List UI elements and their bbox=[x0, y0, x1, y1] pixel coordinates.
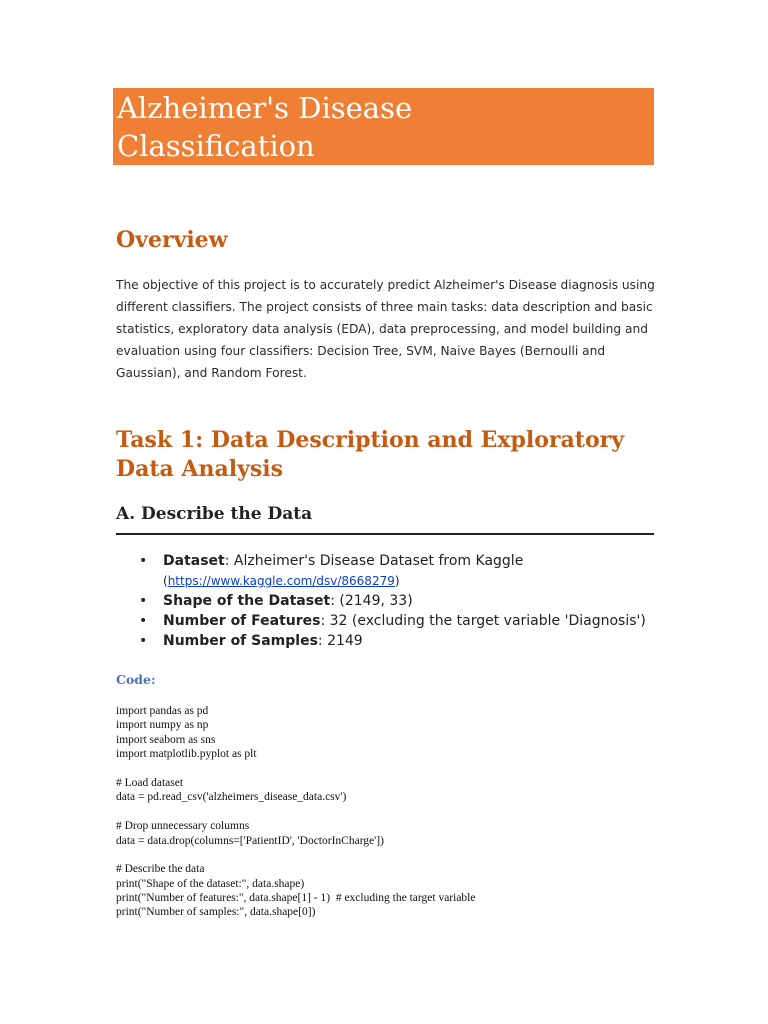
section-divider bbox=[116, 533, 654, 535]
task1-heading: Task 1: Data Description and Exploratory Data Analysis bbox=[116, 427, 624, 482]
code-line: print("Number of samples:", data.shape[0]) bbox=[116, 906, 316, 919]
code-line: print("Number of features:", data.shape[1] - 1) # excluding the target variable bbox=[116, 892, 476, 905]
list-item-shape bbox=[116, 591, 656, 611]
title-line-2: Classification bbox=[117, 129, 315, 163]
code-line: import matplotlib.pyplot as plt bbox=[116, 748, 257, 761]
list-item-dataset bbox=[116, 551, 656, 591]
fact-label: Number of Samples bbox=[163, 633, 318, 649]
code-line: data = pd.read_csv('alzheimers_disease_data.csv') bbox=[116, 791, 347, 804]
overview-paragraph: The objective of this project is to accurately predict Alzheimer's Disease diagnosis using different classifiers. The project consists of three main tasks: data description and basic statistics, exploratory data analysis (EDA), data preprocessing, and model building and evaluation using four classifiers: Decision Tree, SVM, Naive Bayes (Bernoulli and Gaussian), and Random Forest. bbox=[116, 278, 655, 380]
code-line: # Describe the data bbox=[116, 863, 205, 876]
code-line: import pandas as pd bbox=[116, 705, 209, 717]
bullet-icon: • bbox=[139, 593, 148, 609]
dataset-facts-list bbox=[116, 551, 656, 651]
dataset-link-line bbox=[163, 571, 656, 591]
fact-label: Shape of the Dataset bbox=[163, 593, 331, 609]
fact-label: Number of Features bbox=[163, 613, 321, 629]
fact-value: : (2149, 33) bbox=[330, 593, 413, 609]
code-line bbox=[116, 848, 676, 862]
describe-data-heading: A. Describe the Data bbox=[116, 504, 313, 524]
code-line bbox=[116, 805, 676, 819]
fact-value: : 32 (excluding the target variable 'Diagnosis') bbox=[320, 613, 646, 629]
link-close-paren: ) bbox=[394, 574, 400, 588]
list-item-features bbox=[116, 611, 656, 631]
kaggle-dataset-link[interactable]: https://www.kaggle.com/dsv/8668279 bbox=[167, 574, 395, 588]
code-line: # Load dataset bbox=[116, 776, 184, 789]
code-block bbox=[116, 704, 676, 920]
fact-value: : Alzheimer's Disease Dataset from Kaggle bbox=[224, 553, 524, 569]
fact-label: Dataset bbox=[163, 553, 225, 569]
code-line: data = data.drop(columns=['PatientID', 'DoctorInCharge']) bbox=[116, 834, 384, 847]
title-banner bbox=[113, 88, 654, 165]
code-line: # Drop unnecessary columns bbox=[116, 820, 250, 833]
code-line: import numpy as np bbox=[116, 719, 209, 732]
code-line bbox=[116, 762, 676, 776]
bullet-icon: • bbox=[139, 613, 148, 629]
document-title bbox=[117, 88, 654, 165]
fact-value: : 2149 bbox=[317, 633, 363, 649]
link-open-paren: ( bbox=[163, 574, 168, 588]
title-line-1: Alzheimer's Disease bbox=[117, 91, 413, 125]
overview-heading: Overview bbox=[116, 227, 228, 253]
code-line: import seaborn as sns bbox=[116, 733, 216, 746]
code-line: print("Shape of the dataset:", data.shape) bbox=[116, 877, 305, 890]
bullet-icon: • bbox=[139, 553, 148, 569]
list-item-samples bbox=[116, 631, 656, 651]
code-label: Code: bbox=[116, 672, 156, 687]
bullet-icon: • bbox=[139, 633, 148, 649]
